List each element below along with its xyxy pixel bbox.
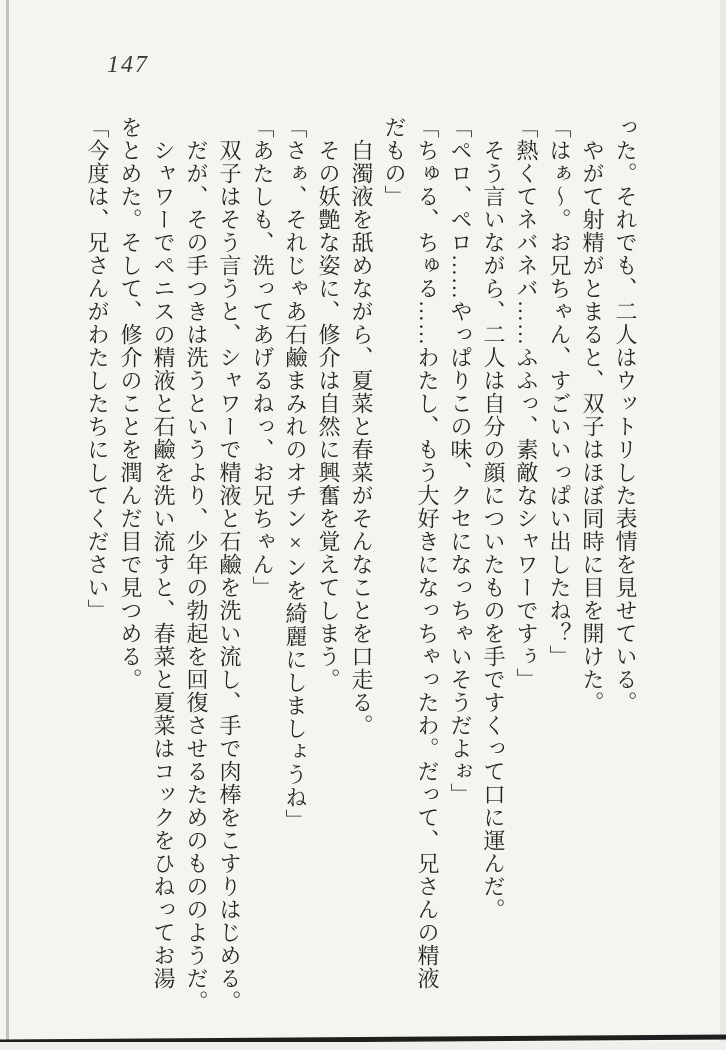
text-line: シャワーでペニスの精液と石鹼を洗い流すと、春菜と夏菜はコックをひねってお湯 [151, 139, 176, 990]
text-line: 「熱くてネバネバ……ふふっ、素敵なシャワーですぅ」 [514, 116, 539, 691]
text-line: 白濁液を舐めながら、夏菜と春菜がそんなことを口走る。 [349, 139, 374, 737]
text-line: 「今度は、兄さんがわたしたちにしてください」 [85, 116, 110, 622]
text-line: そう言いながら、二人は自分の顔についたものを手ですくって口に運んだ。 [481, 139, 506, 921]
text-line: やがて射精がとまると、双子はほぼ同時に目を開けた。 [580, 139, 605, 714]
text-block [81, 116, 642, 1031]
text-line: 「はぁ～。お兄ちゃん、すごいいっぱい出したね？」 [547, 116, 572, 668]
text-line: だもの」 [382, 116, 407, 208]
page-number: 147 [107, 52, 149, 78]
text-line: をとめた。そして、修介のことを潤んだ目で見つめる。 [118, 116, 143, 691]
text-line: だが、その手つきは洗うというより、少年の勃起を回復させるためのもののようだ。 [184, 139, 209, 1013]
bottom-paper-edge [0, 1042, 726, 1050]
text-line: 「ちゅる、ちゅる……わたし、もう大好きになっちゃったわ。だって、兄さんの精液 [415, 116, 440, 990]
text-line: 「さぁ、それじゃあ石鹼まみれのオチン×ンを綺麗にしましょうね」 [283, 116, 308, 832]
left-edge-shadow [6, 0, 9, 1050]
text-line: 「あたしも、洗ってあげるねっ、お兄ちゃん」 [250, 116, 275, 599]
right-edge-strip [720, 0, 726, 1050]
text-line: った。それでも、二人はウットリした表情を見せている。 [613, 116, 638, 714]
text-line: 双子はそう言うと、シャワーで精液と石鹼を洗い流し、手で肉棒をこすりはじめる。 [217, 139, 242, 1013]
text-line: 「ペロ、ペロ……やっぱりこの味、クセになっちゃいそうだよぉ」 [448, 116, 473, 806]
text-line: その妖艶な姿に、修介は自然に興奮を覚えてしまう。 [316, 139, 341, 691]
